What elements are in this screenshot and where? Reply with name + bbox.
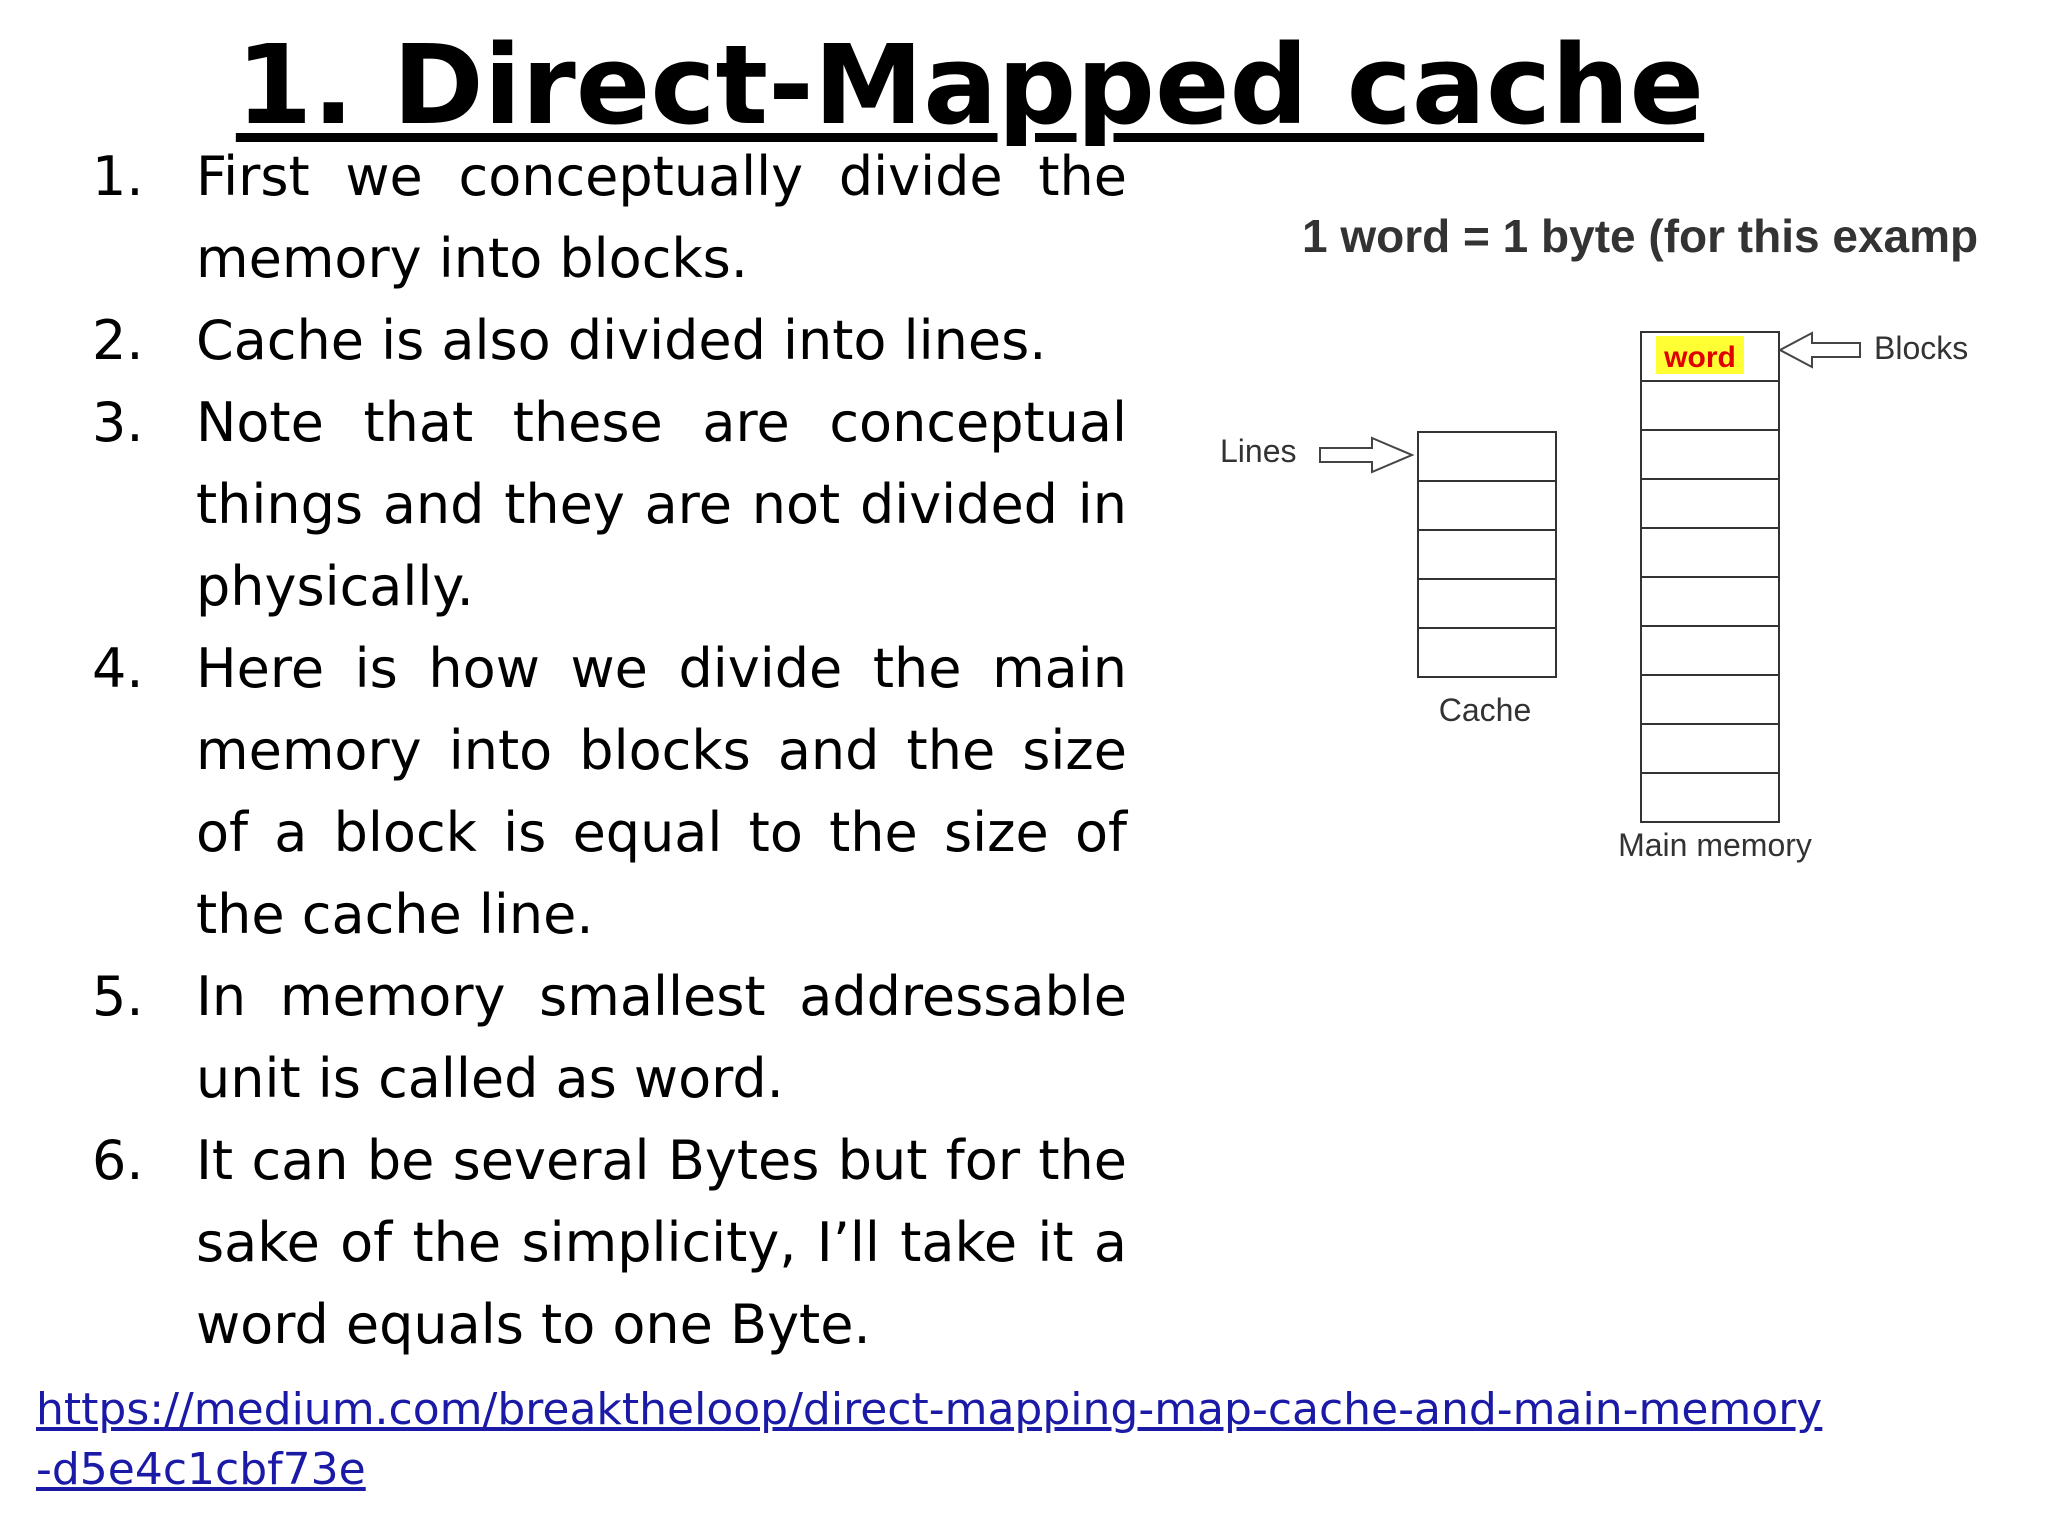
slide-title: 1. Direct-Mapped cache — [235, 21, 1705, 149]
list-item — [92, 300, 1127, 382]
main-memory-column — [1641, 332, 1779, 822]
memory-block — [1641, 381, 1779, 430]
list-item-text: Cache is also divided into lines. — [196, 309, 1047, 372]
cache-line — [1418, 628, 1556, 677]
memory-block — [1641, 773, 1779, 822]
blocks-arrow-icon — [1780, 333, 1860, 367]
list-item — [92, 628, 1127, 956]
blocks-label: Blocks — [1874, 330, 1969, 366]
memory-block — [1641, 430, 1779, 479]
list-item — [92, 956, 1127, 1120]
list-item-number: 5. — [92, 965, 144, 1028]
diagram-svg — [1200, 320, 2048, 900]
source-link[interactable]: https://medium.com/breaktheloop/direct-mapping-map-cache-and-main-memory-d5e4c1cbf73e — [36, 1384, 1823, 1495]
points-list — [92, 136, 1127, 1366]
memory-block — [1641, 528, 1779, 577]
cache-line — [1418, 530, 1556, 579]
lines-arrow-icon — [1320, 438, 1412, 472]
list-item-number: 1. — [92, 145, 144, 208]
list-item-number: 6. — [92, 1129, 144, 1192]
cache-column — [1418, 432, 1556, 677]
list-item-number: 2. — [92, 309, 144, 372]
list-item — [92, 382, 1127, 628]
memory-block — [1641, 626, 1779, 675]
main-memory-label: Main memory — [1618, 827, 1812, 863]
diagram-caption: 1 word = 1 byte (for this examp — [1302, 210, 1979, 262]
memory-block — [1641, 577, 1779, 626]
cache-line — [1418, 481, 1556, 530]
memory-block — [1641, 675, 1779, 724]
list-item-text: First we conceptually divide the memory into blocks. — [196, 145, 1127, 290]
list-item-text: In memory smallest addressable unit is called as word. — [196, 965, 1127, 1110]
cache-line — [1418, 432, 1556, 481]
list-item-text: Here is how we divide the main memory into blocks and the size of a block is equal to the size of the cache line. — [196, 637, 1127, 946]
cache-memory-diagram — [1200, 320, 2048, 900]
memory-block — [1641, 724, 1779, 773]
list-item — [92, 136, 1127, 300]
lines-label: Lines — [1220, 433, 1297, 469]
list-item-text: It can be several Bytes but for the sake of the simplicity, I’ll take it a word equals to one Byte. — [196, 1129, 1127, 1356]
list-item-text: Note that these are conceptual things and they are not divided in physically. — [196, 391, 1127, 618]
cache-line — [1418, 579, 1556, 628]
memory-block — [1641, 479, 1779, 528]
word-label: word — [1664, 341, 1736, 374]
cache-label: Cache — [1438, 692, 1532, 728]
list-item — [92, 1120, 1127, 1366]
list-item-number: 4. — [92, 637, 144, 700]
list-item-number: 3. — [92, 391, 144, 454]
